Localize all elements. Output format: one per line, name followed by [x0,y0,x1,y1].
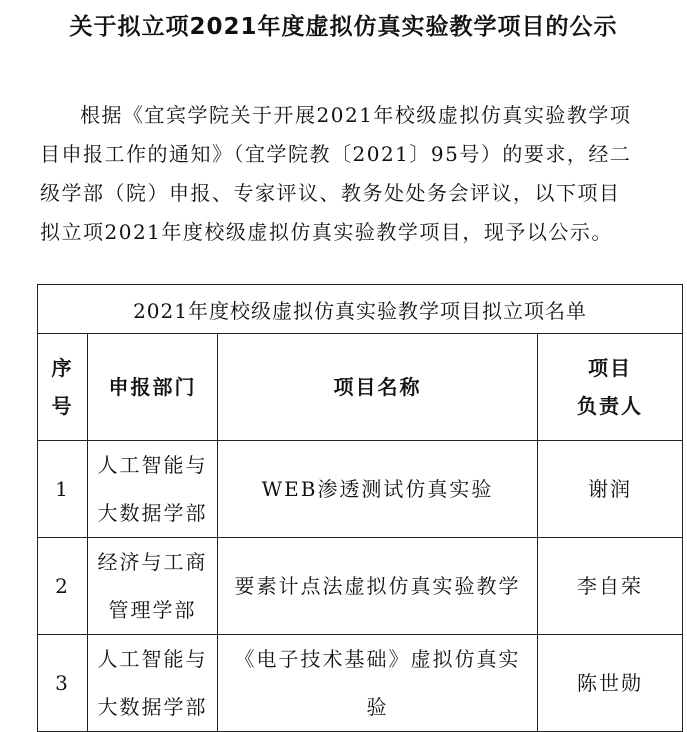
cell-owner: 李自荣 [538,538,683,635]
announcement-paragraph [40,96,687,252]
cell-department [88,441,218,538]
cell-department-line1: 人工智能与 [97,453,208,477]
cell-seq: 1 [38,441,88,538]
cell-department-line2: 大数据学部 [97,501,208,525]
cell-owner: 谢润 [538,441,683,538]
cell-project-line1: WEB渗透测试仿真实验 [261,477,494,501]
paragraph-line: 拟立项2021年度校级虚拟仿真实验教学项目，现予以公示。 [40,220,613,244]
cell-project-line1: 要素计点法虚拟仿真实验教学 [234,574,521,598]
cell-project [218,441,538,538]
project-list-table [37,284,683,732]
header-seq-line2: 号 [51,394,74,418]
cell-project [218,635,538,732]
cell-department-line1: 经济与工商 [97,550,208,574]
header-owner-line2: 负责人 [577,394,644,418]
cell-project [218,538,538,635]
table-row [38,441,683,538]
cell-department-line2: 管理学部 [108,598,197,622]
cell-project-line2: 验 [366,695,389,719]
cell-owner: 陈世勋 [538,635,683,732]
table-header-row [38,334,683,441]
cell-seq: 3 [38,635,88,732]
table-caption: 2021年度校级虚拟仿真实验教学项目拟立项名单 [38,285,683,334]
header-project: 项目名称 [218,334,538,441]
header-owner [538,334,683,441]
table-row [38,635,683,732]
header-owner-line1: 项目 [588,356,633,380]
paragraph-line: 目申报工作的通知》（宜学院教〔2021〕95号）的要求，经二 [40,142,632,166]
cell-seq: 2 [38,538,88,635]
paragraph-line: 根据《宜宾学院关于开展2021年校级虚拟仿真实验教学项 [80,103,632,127]
table-row [38,538,683,635]
page-title: 关于拟立项2021年度虚拟仿真实验教学项目的公示 [69,14,618,40]
cell-project-line1: 《电子技术基础》虚拟仿真实 [234,647,521,671]
cell-department [88,635,218,732]
table-caption-row [38,285,683,334]
header-seq [38,334,88,441]
cell-department-line1: 人工智能与 [97,647,208,671]
cell-department [88,538,218,635]
header-department: 申报部门 [88,334,218,441]
paragraph-line: 级学部（院）申报、专家评议、教务处处务会评议，以下项目 [40,181,621,205]
header-seq-line1: 序 [51,356,74,380]
cell-department-line2: 大数据学部 [97,695,208,719]
